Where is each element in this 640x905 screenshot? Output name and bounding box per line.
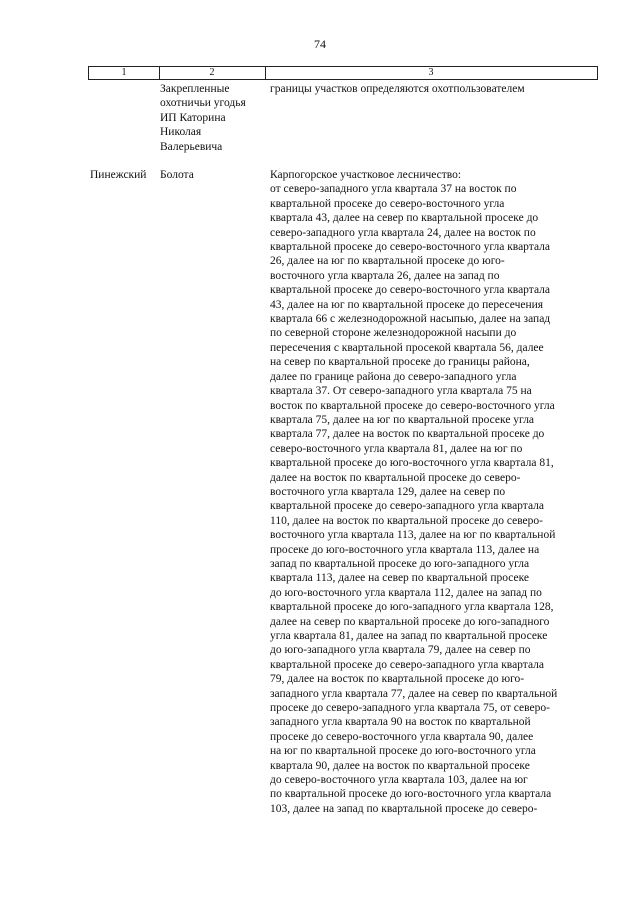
row-2-description-line: восточного угла квартала 129, далее на север по [270,485,506,498]
row-2-description-line: квартальной просеке до северо-западного угла квартала [270,500,544,513]
row-2-name-line: Болота [160,169,194,181]
row-2-description-line: квартальной просеке до юго-восточного угла квартала 81, [270,457,554,470]
row-2-description-line: квартальной просеке до северо-западного угла квартала [270,658,544,671]
row-2-description-line: квартала 113, далее на север по квартальной просеке [270,572,530,585]
row-1-name-line: Николая [160,126,202,139]
row-2-description-line: по северной стороне железнодорожной насыпи до [270,327,517,340]
row-2-description-line: квартальной просеке до северо-восточного угла квартала [270,241,550,254]
row-2-description-line: до северо-восточного угла квартала 103, далее на юг [270,774,528,787]
table-header-row [88,66,598,80]
row-1-name-line: Закрепленные [160,83,230,95]
row-2-description-line: просеке до северо-западного угла квартала 75, от северо- [270,702,550,715]
row-2-description-line: пересечения с квартальной просекой квартала 56, далее [270,341,544,354]
row-2-description-line: далее на север по квартальной просеке до юго-западного [270,615,550,628]
row-1-name-line: Валерьевича [160,140,223,153]
header-col-3: 3 [428,67,434,78]
row-2-district: Пинежский [90,169,147,181]
row-2-description-line: просеке до северо-восточного угла квартала 90, далее [270,730,534,743]
row-2-description-line: квартала 77, далее на восток по квартальной просеке до [270,428,545,441]
row-2-description-line: на юг по квартальной просеке до юго-восточного угла [270,745,536,758]
row-1-name [160,82,264,154]
row-2-description-line: квартальной просеке до северо-восточного угла квартала [270,284,550,297]
row-2-description-line: северо-восточного угла квартала 81, далее на юг по [270,442,523,455]
row-2-description-line: до юго-западного угла квартала 79, далее на север по [270,644,531,657]
row-2-description-line: квартала 90, далее на восток по квартальной просеке [270,759,530,772]
row-2-description-line: далее на восток по квартальной просеке до северо- [270,471,521,484]
row-2-description-line: просеке до юго-восточного угла квартала 113, далее на [270,543,540,556]
row-2-description-line: квартальной просеке до юго-западного угла квартала 128, [270,601,554,614]
row-2-description-line: квартала 75, далее на юг по квартальной просеке угла [270,413,535,426]
row-2-description-line: на север по квартальной просеке до границы района, [270,356,530,369]
row-2-description-line: восток по квартальной просеке до северо-восточного угла [270,399,555,412]
page-number: 74 [314,37,326,51]
row-2-description-line: Карпогорское участковое лесничество: [270,169,462,181]
row-2-description-line: 43, далее на юг по квартальной просеке до пересечения [270,298,544,311]
row-2-description-line: запад по квартальной просеке до юго-западного угла [270,557,530,570]
row-2-description-line: 110, далее на восток по квартальной просеке до северо- [270,514,543,527]
row-2-name [160,168,264,182]
row-2-description-line: квартала 37. От северо-западного угла квартала 75 на [270,385,532,398]
row-2-description-line: западного угла квартала 77, далее на север по квартальной [270,687,558,700]
row-2-description-line: 103, далее на запад по квартальной просеке до северо- [270,802,538,815]
row-2-description-line: 26, далее на юг по квартальной просеке до юго- [270,255,505,268]
row-2-description-line: до юго-восточного угла квартала 112, далее на запад по [270,586,542,599]
row-2-description-line: 79, далее на восток по квартальной просеке до юго- [270,673,525,686]
header-col-1: 1 [89,67,160,79]
row-2-description-line: восточного угла квартала 113, далее на юг по квартальной [270,529,556,542]
row-2-description-line: квартала 66 с железнодорожной насыпью, далее на запад [270,313,551,326]
row-2-description-line: восточного угла квартала 26, далее на запад по [270,269,500,282]
row-2-description-line: квартальной просеке до северо-восточного угла [270,197,505,210]
row-1-name-line: охотничьи угодья [160,97,246,110]
row-2-description-line: от северо-западного угла квартала 37 на восток по [270,183,517,196]
row-2-description-line: западного угла квартала 90 на восток по квартальной [270,716,531,729]
header-col-2: 2 [159,67,266,79]
row-2-description-line: угла квартала 81, далее на запад по квартальной просеке [270,630,548,642]
row-2-description-line: по квартальной просеке до юго-восточного угла квартала [270,788,552,801]
row-2-description-line: северо-западного угла квартала 24, далее на восток по [270,226,536,239]
row-1-description [270,82,602,96]
row-2-description-line: квартала 43, далее на север по квартальной просеке до [270,212,539,225]
row-1-name-line: ИП Каторина [160,111,226,124]
row-2-description-line: далее по границе района до северо-западного угла [270,370,517,383]
row-2-description [270,168,602,816]
row-1-description-line: границы участков определяются охотпользователем [270,83,525,95]
